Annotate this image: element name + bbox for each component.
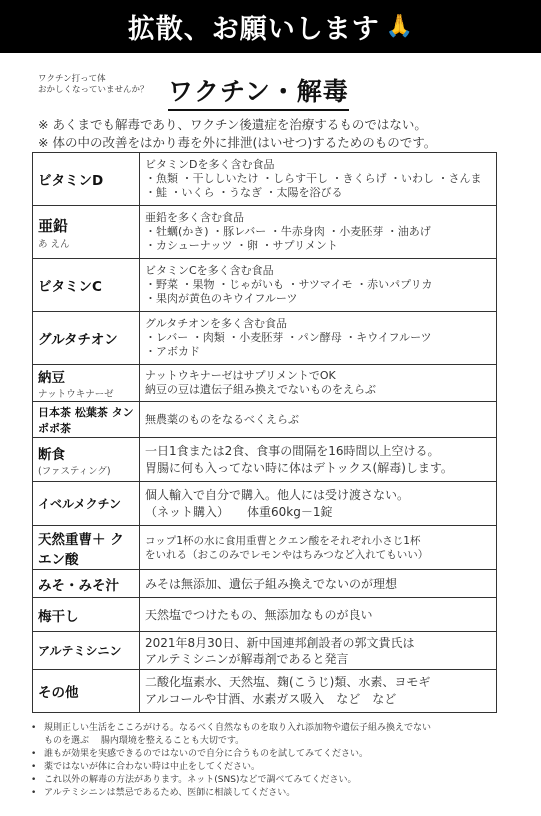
row-label — [33, 438, 140, 482]
table-row — [33, 632, 497, 670]
row-label — [33, 153, 140, 206]
table-row — [33, 438, 497, 482]
row-line: （ネット購入） 体重60kg－1錠 — [145, 504, 333, 519]
row-line: ・魚類 ・干ししいたけ ・しらす干し ・きくらげ ・いわし ・さんま — [145, 172, 482, 185]
row-label — [33, 570, 140, 598]
row-line: 納豆の豆は遺伝子組み換えでないものをえらぶ — [145, 383, 376, 396]
row-line: ・果肉が黄色のキウイフルーツ — [145, 292, 298, 305]
row-line: アルコールや甘酒、水素ガス吸入 など など — [145, 692, 397, 706]
side-question-line-1: ワクチン打って体 — [38, 74, 106, 84]
row-content — [140, 259, 497, 312]
footer-line: • 規則正しい生活をこころがける。なるべく自然なものを取り入れ添加物や遺伝子組み換えでない — [44, 723, 432, 733]
row-label-text: 日本茶 松葉茶 タンポポ茶 — [38, 405, 134, 435]
row-content — [140, 365, 497, 402]
side-question-line-2: おかしくなっていませんか？ — [38, 85, 149, 95]
table-row — [33, 482, 497, 526]
footer-item — [28, 722, 528, 748]
row-label — [33, 365, 140, 402]
row-line: 胃腸に何も入ってない時に体はデトックス(解毒)します。 — [145, 460, 453, 475]
row-line: ・牡蠣(かき) ・豚レバー ・牛赤身肉 ・小麦胚芽 ・油あげ — [145, 225, 431, 238]
note-2: ※ 体の中の改善をはかり毒を外に排泄(はいせつ)するためのものです。 — [38, 135, 437, 150]
row-content — [140, 570, 497, 598]
footer-item: • アルテミシニンは禁忌であるため、医師に相談してください。 — [28, 787, 528, 800]
banner-text: 拡散、お願いします — [127, 14, 380, 45]
row-label-sub: ナットウキナーゼ — [38, 389, 114, 400]
row-label-text: その他 — [38, 685, 79, 701]
row-label-text: 亜鉛 — [38, 216, 69, 235]
row-content — [140, 402, 497, 438]
row-line: みそは無添加、遺伝子組み換えでないのが理想 — [145, 576, 398, 591]
row-label-text: みそ・みそ汁 — [38, 577, 119, 594]
row-content — [140, 670, 497, 713]
table-row — [33, 206, 497, 259]
row-label — [33, 402, 140, 438]
table-row — [33, 402, 497, 438]
row-content — [140, 153, 497, 206]
row-label-text: 納豆 — [38, 370, 65, 386]
detox-table — [32, 152, 497, 713]
row-line: 亜鉛を多く含む食品 — [145, 211, 244, 224]
footer-item: • 薬ではないが体に合わない時は中止をしてください。 — [28, 761, 528, 774]
row-label — [33, 206, 140, 259]
row-label — [33, 526, 140, 570]
row-label — [33, 670, 140, 713]
row-line: 天然塩でつけたもの、無添加なものが良い — [145, 607, 373, 622]
row-content — [140, 206, 497, 259]
row-label-sub: あ えん — [38, 238, 70, 250]
row-line: ビタミンCを多く含む食品 — [145, 264, 274, 277]
row-label-text: 断食 — [38, 446, 65, 463]
table-row — [33, 153, 497, 206]
row-content — [140, 312, 497, 365]
row-content — [140, 632, 497, 670]
row-label-text: ビタミンD — [38, 173, 104, 189]
side-question — [38, 74, 149, 96]
row-line: 2021年8月30日、新中国連邦創設者の郭文貴氏は — [145, 635, 415, 650]
page-title: ワクチン・解毒 — [168, 72, 349, 111]
row-line: コップ1杯の水に食用重曹とクエン酸をそれぞれ小さじ1杯 — [145, 534, 421, 547]
row-line: 二酸化塩素水、天然塩、麹(こうじ)類、水素、ヨモギ — [145, 675, 431, 689]
row-content — [140, 598, 497, 632]
table-row — [33, 526, 497, 570]
row-line: ナットウキナーゼはサプリメントでOK — [145, 369, 336, 382]
table-row — [33, 259, 497, 312]
footer-item: • これ以外の解毒の方法があります。ネット(SNS)などで調べてみてください。 — [28, 774, 528, 787]
row-label-text: 梅干し — [38, 608, 79, 625]
footer-item: • 誰もが効果を実感できるのではないので自分に合うものを試してみてください。 — [28, 748, 528, 761]
row-line: 個人輸入で自分で購入。他人には受け渡さない。 — [145, 487, 410, 502]
row-label-text: アルテミシニン — [38, 644, 122, 658]
row-label-text: ビタミンC — [38, 279, 102, 295]
row-content — [140, 526, 497, 570]
table-row — [33, 598, 497, 632]
row-line: 一日1食または2食、食事の間隔を16時間以上空ける。 — [145, 443, 440, 458]
row-content — [140, 482, 497, 526]
table-row — [33, 670, 497, 713]
row-line: ・アボカド — [145, 345, 200, 358]
row-label-text: 天然重曹＋ クエン酸 — [38, 531, 124, 568]
row-label — [33, 632, 140, 670]
row-line: グルタチオンを多く含む食品 — [145, 317, 288, 330]
row-line: 無農薬のものをなるべくえらぶ — [145, 412, 299, 426]
row-label — [33, 312, 140, 365]
row-line: アルテミシニンが解毒剤であると発言 — [145, 651, 349, 666]
row-line: ・鮭 ・いくら ・うなぎ ・太陽を浴びる — [145, 186, 343, 199]
row-line: ・レバー ・肉類 ・小麦胚芽 ・パン酵母 ・キウイフルーツ — [145, 331, 432, 344]
row-label-text: イベルメクチン — [38, 497, 122, 511]
row-line: ビタミンDを多く含む食品 — [145, 158, 275, 171]
row-label — [33, 259, 140, 312]
banner — [0, 0, 541, 53]
row-label-text: グルタチオン — [38, 332, 118, 348]
footer-notes — [28, 722, 528, 800]
footer-line: ものを選ぶ 腸内環境を整えることも大切です。 — [44, 736, 245, 746]
row-content — [140, 438, 497, 482]
table-row — [33, 570, 497, 598]
row-line: ・野菜 ・果物 ・じゃがいも ・サツマイモ ・赤いパプリカ — [145, 278, 433, 291]
note-1: ※ あくまでも解毒であり、ワクチン後遺症を治療するものではない。 — [38, 117, 427, 132]
row-label-sub: (ファスティング) — [38, 465, 111, 477]
row-line: ・カシューナッツ ・卵 ・サプリメント — [145, 239, 338, 252]
row-line: をいれる（おこのみでレモンやはちみつなど入れてもいい） — [145, 548, 429, 561]
row-label — [33, 598, 140, 632]
row-label — [33, 482, 140, 526]
table-row — [33, 365, 497, 402]
praying-hands-icon: 🙏 — [385, 14, 414, 39]
table-row — [33, 312, 497, 365]
